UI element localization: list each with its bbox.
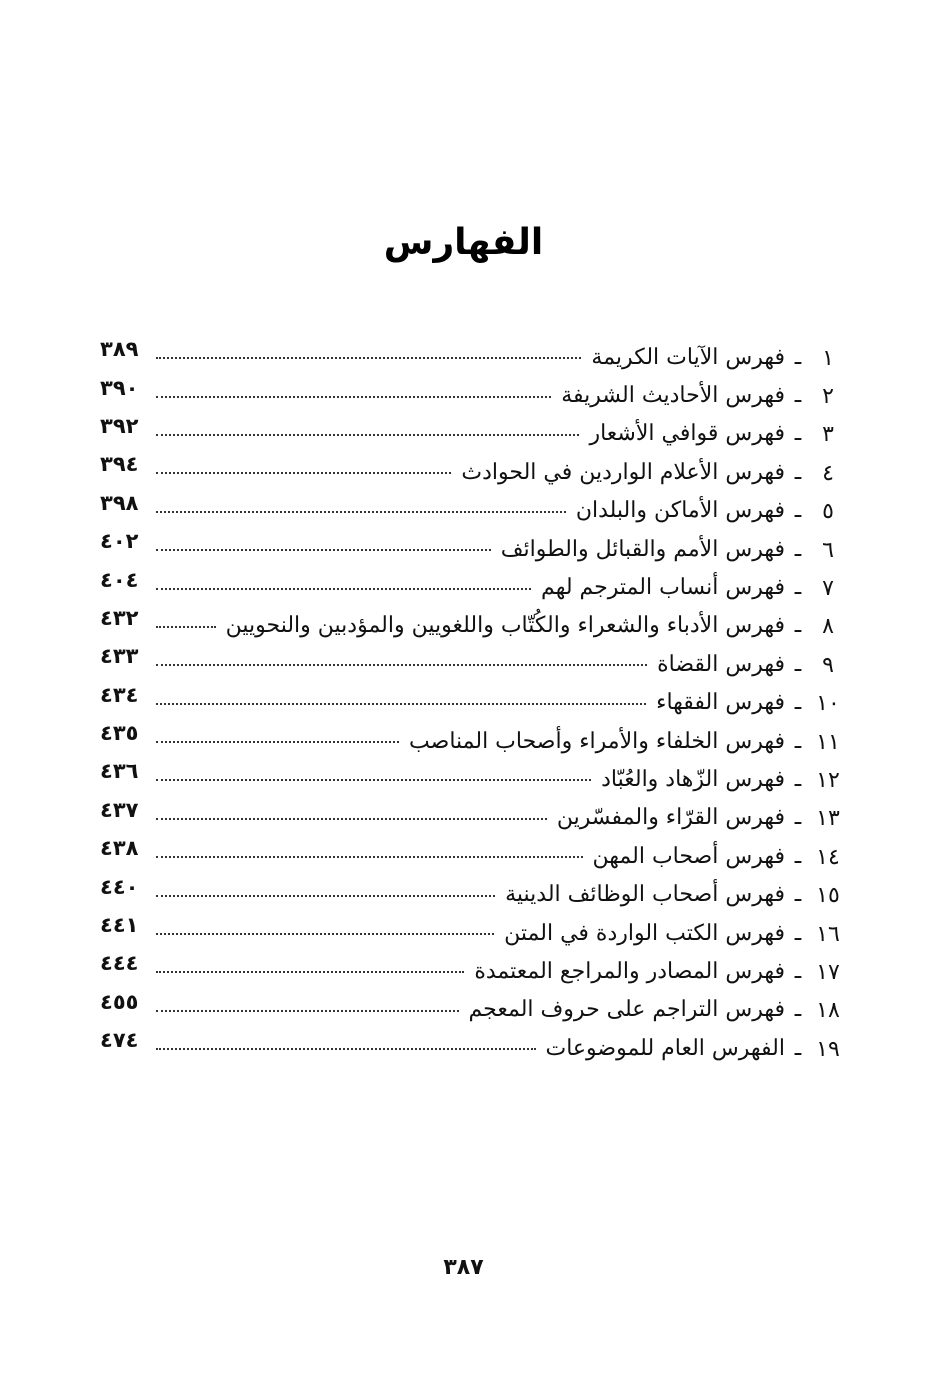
toc-entry-separator: ـ <box>794 536 802 562</box>
dot-leader <box>156 703 646 705</box>
toc-entry-number: ١٨ <box>816 998 840 1024</box>
dot-leader <box>156 434 579 436</box>
toc-entry-number: ١٢ <box>816 767 840 793</box>
toc-entry-page: ٤٣٧ <box>100 797 139 822</box>
dot-leader <box>156 741 399 743</box>
toc-entry-title: فهرس الأماكن والبلدان <box>575 498 785 524</box>
toc-entry-page: ٤٣٣ <box>100 644 139 669</box>
toc-entry-separator: ـ <box>794 843 802 869</box>
toc-entry-separator: ـ <box>794 344 802 370</box>
toc-entry-number: ١٧ <box>816 959 840 985</box>
toc-entry <box>100 988 845 1026</box>
toc-entry-separator: ـ <box>794 805 802 831</box>
toc-entry <box>100 872 845 910</box>
toc-entry <box>100 450 845 488</box>
page-number: ٣٨٧ <box>443 1255 484 1280</box>
toc-entry-number: ١٠ <box>816 691 840 717</box>
toc-entry-number: ٣ <box>822 422 834 448</box>
toc-entry-page: ٣٩٨ <box>100 490 139 515</box>
toc-entry <box>100 412 845 450</box>
toc-entry-number: ٨ <box>822 614 834 640</box>
dot-leader <box>156 971 464 973</box>
toc-entry-separator: ـ <box>794 575 802 601</box>
dot-leader <box>156 396 551 398</box>
toc-entry-title: فهرس القضاة <box>657 651 785 677</box>
dot-leader <box>156 818 547 820</box>
toc-entry-separator: ـ <box>794 958 802 984</box>
dot-leader <box>156 357 581 359</box>
toc-entry-page: ٤٧٤ <box>100 1028 139 1053</box>
toc-entry-number: ١٩ <box>816 1036 840 1062</box>
toc-entry <box>100 911 845 949</box>
toc-entry-page: ٣٩٠ <box>100 375 139 400</box>
toc-entry-title: فهرس الأدباء والشعراء والكُتّاب واللغويين والمؤدبين والنحويين <box>225 613 785 639</box>
toc-entry-title: فهرس الأحاديث الشريفة <box>561 383 785 409</box>
dot-leader <box>156 1048 536 1050</box>
dot-leader <box>156 779 591 781</box>
table-of-contents <box>100 335 845 1064</box>
toc-entry-page: ٤٣٦ <box>100 759 139 784</box>
toc-entry-separator: ـ <box>794 920 802 946</box>
toc-entry-title: فهرس قوافي الأشعار <box>589 421 785 447</box>
dot-leader <box>156 588 531 590</box>
toc-entry-page: ٣٨٩ <box>100 337 139 362</box>
toc-entry-title: فهرس أصحاب الوظائف الدينية <box>505 882 785 908</box>
toc-entry-separator: ـ <box>794 651 802 677</box>
toc-entry-title: فهرس الزّهاد والعُبّاد <box>601 766 785 792</box>
toc-entry-number: ٩ <box>822 652 834 678</box>
toc-entry-separator: ـ <box>794 997 802 1023</box>
toc-entry <box>100 757 845 795</box>
toc-entry-separator: ـ <box>794 766 802 792</box>
toc-entry-title: الفهرس العام للموضوعات <box>545 1035 785 1061</box>
toc-entry-separator: ـ <box>794 690 802 716</box>
toc-entry-number: ٦ <box>822 537 834 563</box>
toc-entry <box>100 719 845 757</box>
toc-entry-title: فهرس الفقهاء <box>656 690 785 716</box>
toc-entry-number: ٤ <box>822 460 834 486</box>
toc-entry-separator: ـ <box>794 421 802 447</box>
toc-entry-number: ٥ <box>822 499 834 525</box>
toc-entry-title: فهرس القرّاء والمفسّرين <box>556 805 785 831</box>
toc-entry-title: فهرس الخلفاء والأمراء وأصحاب المناصب <box>409 728 785 754</box>
toc-entry <box>100 681 845 719</box>
toc-entry <box>100 565 845 603</box>
toc-entry-number: ٧ <box>822 576 834 602</box>
toc-entry-title: فهرس أصحاب المهن <box>592 843 785 869</box>
toc-entry <box>100 1026 845 1064</box>
toc-entry <box>100 527 845 565</box>
toc-entry-title: فهرس الكتب الواردة في المتن <box>504 920 785 946</box>
toc-entry-number: ١٣ <box>816 806 840 832</box>
toc-entry <box>100 949 845 987</box>
toc-entry-page: ٤٣٨ <box>100 836 139 861</box>
toc-entry-number: ١ <box>822 345 834 371</box>
toc-entry-separator: ـ <box>794 1035 802 1061</box>
toc-entry-page: ٤٤٤ <box>100 951 139 976</box>
toc-entry-number: ١١ <box>816 729 840 755</box>
toc-entry-separator: ـ <box>794 613 802 639</box>
toc-entry <box>100 642 845 680</box>
toc-entry-number: ٢ <box>822 384 834 410</box>
dot-leader <box>156 511 566 513</box>
toc-entry-page: ٤٠٤ <box>100 567 139 592</box>
page-title: الفهارس <box>383 222 544 263</box>
dot-leader <box>156 856 583 858</box>
toc-entry <box>100 335 845 373</box>
dot-leader <box>156 933 494 935</box>
toc-entry <box>100 604 845 642</box>
toc-entry-separator: ـ <box>794 882 802 908</box>
toc-entry-page: ٤٤١ <box>100 913 139 938</box>
toc-entry-title: فهرس التراجم على حروف المعجم <box>468 997 785 1023</box>
dot-leader <box>156 895 495 897</box>
dot-leader <box>156 626 216 628</box>
toc-entry <box>100 834 845 872</box>
toc-entry-separator: ـ <box>794 728 802 754</box>
toc-entry-separator: ـ <box>794 498 802 524</box>
toc-entry <box>100 489 845 527</box>
toc-entry-number: ١٤ <box>816 844 840 870</box>
toc-entry-page: ٤٣٥ <box>100 721 139 746</box>
dot-leader <box>156 549 491 551</box>
toc-entry-page: ٤٠٢ <box>100 529 139 554</box>
toc-entry-page: ٤٤٠ <box>100 874 139 899</box>
toc-entry <box>100 796 845 834</box>
dot-leader <box>156 472 451 474</box>
toc-entry-title: فهرس الآيات الكريمة <box>591 344 785 370</box>
toc-entry-separator: ـ <box>794 459 802 485</box>
dot-leader <box>156 1010 459 1012</box>
dot-leader <box>156 664 647 666</box>
toc-entry-page: ٤٣٤ <box>100 682 139 707</box>
toc-entry-title: فهرس الأمم والقبائل والطوائف <box>500 536 785 562</box>
toc-entry-number: ١٦ <box>816 921 840 947</box>
toc-entry-page: ٣٩٢ <box>100 413 139 438</box>
toc-entry <box>100 373 845 411</box>
toc-entry-number: ١٥ <box>816 883 840 909</box>
toc-entry-title: فهرس أنساب المترجم لهم <box>541 575 785 601</box>
toc-entry-page: ٤٣٢ <box>100 605 139 630</box>
toc-entry-separator: ـ <box>794 383 802 409</box>
toc-entry-page: ٣٩٤ <box>100 452 139 477</box>
toc-entry-title: فهرس الأعلام الواردين في الحوادث <box>461 459 785 485</box>
toc-entry-title: فهرس المصادر والمراجع المعتمدة <box>474 958 785 984</box>
toc-entry-page: ٤٥٥ <box>100 989 139 1014</box>
